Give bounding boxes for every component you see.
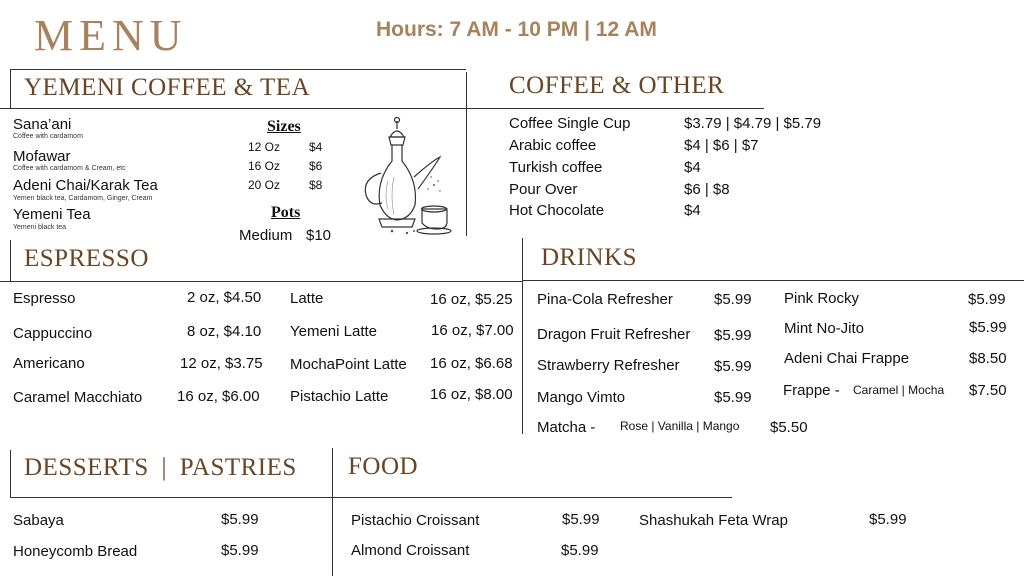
- title-separator: |: [161, 454, 168, 481]
- divider: [10, 497, 732, 498]
- drink-item-price: $5.99: [714, 389, 752, 406]
- dessert-item-name: Sabaya: [13, 512, 64, 529]
- drink-item-price: $5.99: [714, 327, 752, 344]
- food-item-price: $5.99: [562, 511, 600, 528]
- espresso-item-name: Americano: [13, 355, 85, 372]
- food-item-name: Pistachio Croissant: [351, 512, 480, 529]
- section-title-food: FOOD: [348, 453, 419, 480]
- drink-item-name: Pina-Cola Refresher: [537, 291, 673, 308]
- divider: [0, 108, 466, 109]
- yemeni-item-desc: Coffee with cardamom & Cream, etc: [13, 165, 126, 172]
- dessert-item-price: $5.99: [221, 511, 259, 528]
- drink-item-name: Mint No-Jito: [784, 320, 865, 337]
- divider: [522, 238, 523, 434]
- pots-heading: Pots: [271, 204, 301, 221]
- yemeni-item-name: Mofawar: [13, 148, 71, 165]
- hours-text: Hours: 7 AM - 10 PM | 12 AM: [376, 18, 657, 41]
- divider: [10, 69, 11, 109]
- section-title-yemeni: YEMENI COFFEE & TEA: [24, 74, 311, 101]
- pot-size: Medium: [239, 227, 293, 244]
- yemeni-item-desc: Yemeni black tea: [13, 224, 67, 231]
- espresso-item-price: 16 oz, $6.00: [177, 388, 260, 405]
- drink-item-price: $5.99: [714, 291, 752, 308]
- section-title-drinks: DRINKS: [541, 244, 638, 271]
- size-price: $6: [309, 159, 323, 173]
- matcha-options: Rose | Vanilla | Mango: [620, 419, 740, 433]
- drink-item-name: Strawberry Refresher: [537, 357, 680, 374]
- divider: [10, 240, 11, 282]
- section-title-coffee-other: COFFEE & OTHER: [509, 72, 725, 99]
- food-item-name: Almond Croissant: [351, 542, 470, 559]
- divider: [10, 69, 466, 70]
- coffee-item-price: $4: [684, 202, 701, 219]
- espresso-item-price: 8 oz, $4.10: [187, 323, 262, 340]
- drink-item-price: $8.50: [969, 350, 1007, 367]
- espresso-item-name: Latte: [290, 290, 324, 307]
- menu-title: MENU: [34, 11, 188, 60]
- drink-item-price: $5.99: [968, 291, 1006, 308]
- divider: [466, 108, 764, 109]
- pot-price: $10: [306, 227, 332, 244]
- espresso-item-name: Yemeni Latte: [290, 323, 378, 340]
- divider: [10, 450, 11, 498]
- espresso-item-price: 16 oz, $5.25: [430, 291, 513, 308]
- espresso-item-name: Espresso: [13, 290, 76, 307]
- divider: [522, 280, 1024, 281]
- espresso-item-price: 12 oz, $3.75: [180, 355, 263, 372]
- sizes-heading: Sizes: [267, 118, 301, 135]
- yemeni-item-name: Yemeni Tea: [13, 206, 91, 223]
- size-price: $8: [309, 178, 323, 192]
- divider: [466, 72, 467, 236]
- drink-item-name: Pink Rocky: [784, 290, 860, 307]
- desserts-title: DESSERTS: [24, 454, 149, 481]
- coffee-item-name: Coffee Single Cup: [509, 115, 631, 132]
- size-label: 20 Oz: [248, 178, 281, 192]
- matcha-label: Matcha -: [537, 419, 596, 436]
- dessert-item-price: $5.99: [221, 542, 259, 559]
- espresso-item-name: MochaPoint Latte: [290, 356, 407, 373]
- coffee-item-price: $4 | $6 | $7: [684, 137, 759, 154]
- espresso-item-name: Caramel Macchiato: [13, 389, 143, 406]
- size-label: 12 Oz: [248, 140, 281, 154]
- yemeni-item-name: Adeni Chai/Karak Tea: [13, 177, 158, 194]
- divider: [332, 448, 333, 576]
- drink-item-name: Dragon Fruit Refresher: [537, 326, 691, 343]
- coffee-item-name: Turkish coffee: [509, 159, 603, 176]
- section-title-desserts: [24, 454, 297, 482]
- food-item-price: $5.99: [869, 511, 907, 528]
- matcha-price: $5.50: [770, 419, 808, 436]
- coffee-item-name: Arabic coffee: [509, 137, 597, 154]
- coffee-item-name: Pour Over: [509, 181, 578, 198]
- drink-item-price: $5.99: [714, 358, 752, 375]
- espresso-item-price: 16 oz, $7.00: [431, 322, 514, 339]
- yemeni-item-desc: Yemen black tea, Cardamom, Ginger, Cream: [13, 195, 153, 202]
- espresso-item-name: Pistachio Latte: [290, 388, 389, 405]
- food-item-name: Shashukah Feta Wrap: [639, 512, 788, 529]
- frappe-price: $7.50: [969, 382, 1007, 399]
- coffee-item-price: $3.79 | $4.79 | $5.79: [684, 115, 822, 132]
- size-price: $4: [309, 140, 323, 154]
- espresso-item-name: Cappuccino: [13, 325, 93, 342]
- dessert-item-name: Honeycomb Bread: [13, 543, 138, 560]
- divider: [0, 281, 522, 282]
- pastries-title: PASTRIES: [179, 454, 297, 481]
- espresso-item-price: 16 oz, $8.00: [430, 386, 513, 403]
- drink-item-name: Adeni Chai Frappe: [784, 350, 910, 367]
- section-title-espresso: ESPRESSO: [24, 245, 149, 272]
- drink-item-price: $5.99: [969, 319, 1007, 336]
- food-item-price: $5.99: [561, 542, 599, 559]
- coffee-item-price: $4: [684, 159, 701, 176]
- espresso-item-price: 16 oz, $6.68: [430, 355, 513, 372]
- frappe-label: Frappe -: [783, 382, 840, 399]
- coffee-pot-illustration: [352, 115, 457, 237]
- yemeni-item-desc: Coffee with cardamom: [13, 133, 83, 140]
- frappe-options: Caramel | Mocha: [853, 383, 945, 397]
- coffee-item-price: $6 | $8: [684, 181, 730, 198]
- drink-item-name: Mango Vimto: [537, 389, 626, 406]
- size-label: 16 Oz: [248, 159, 281, 173]
- yemeni-item-name: Sana’ani: [13, 116, 72, 133]
- espresso-item-price: 2 oz, $4.50: [187, 289, 262, 306]
- coffee-item-name: Hot Chocolate: [509, 202, 605, 219]
